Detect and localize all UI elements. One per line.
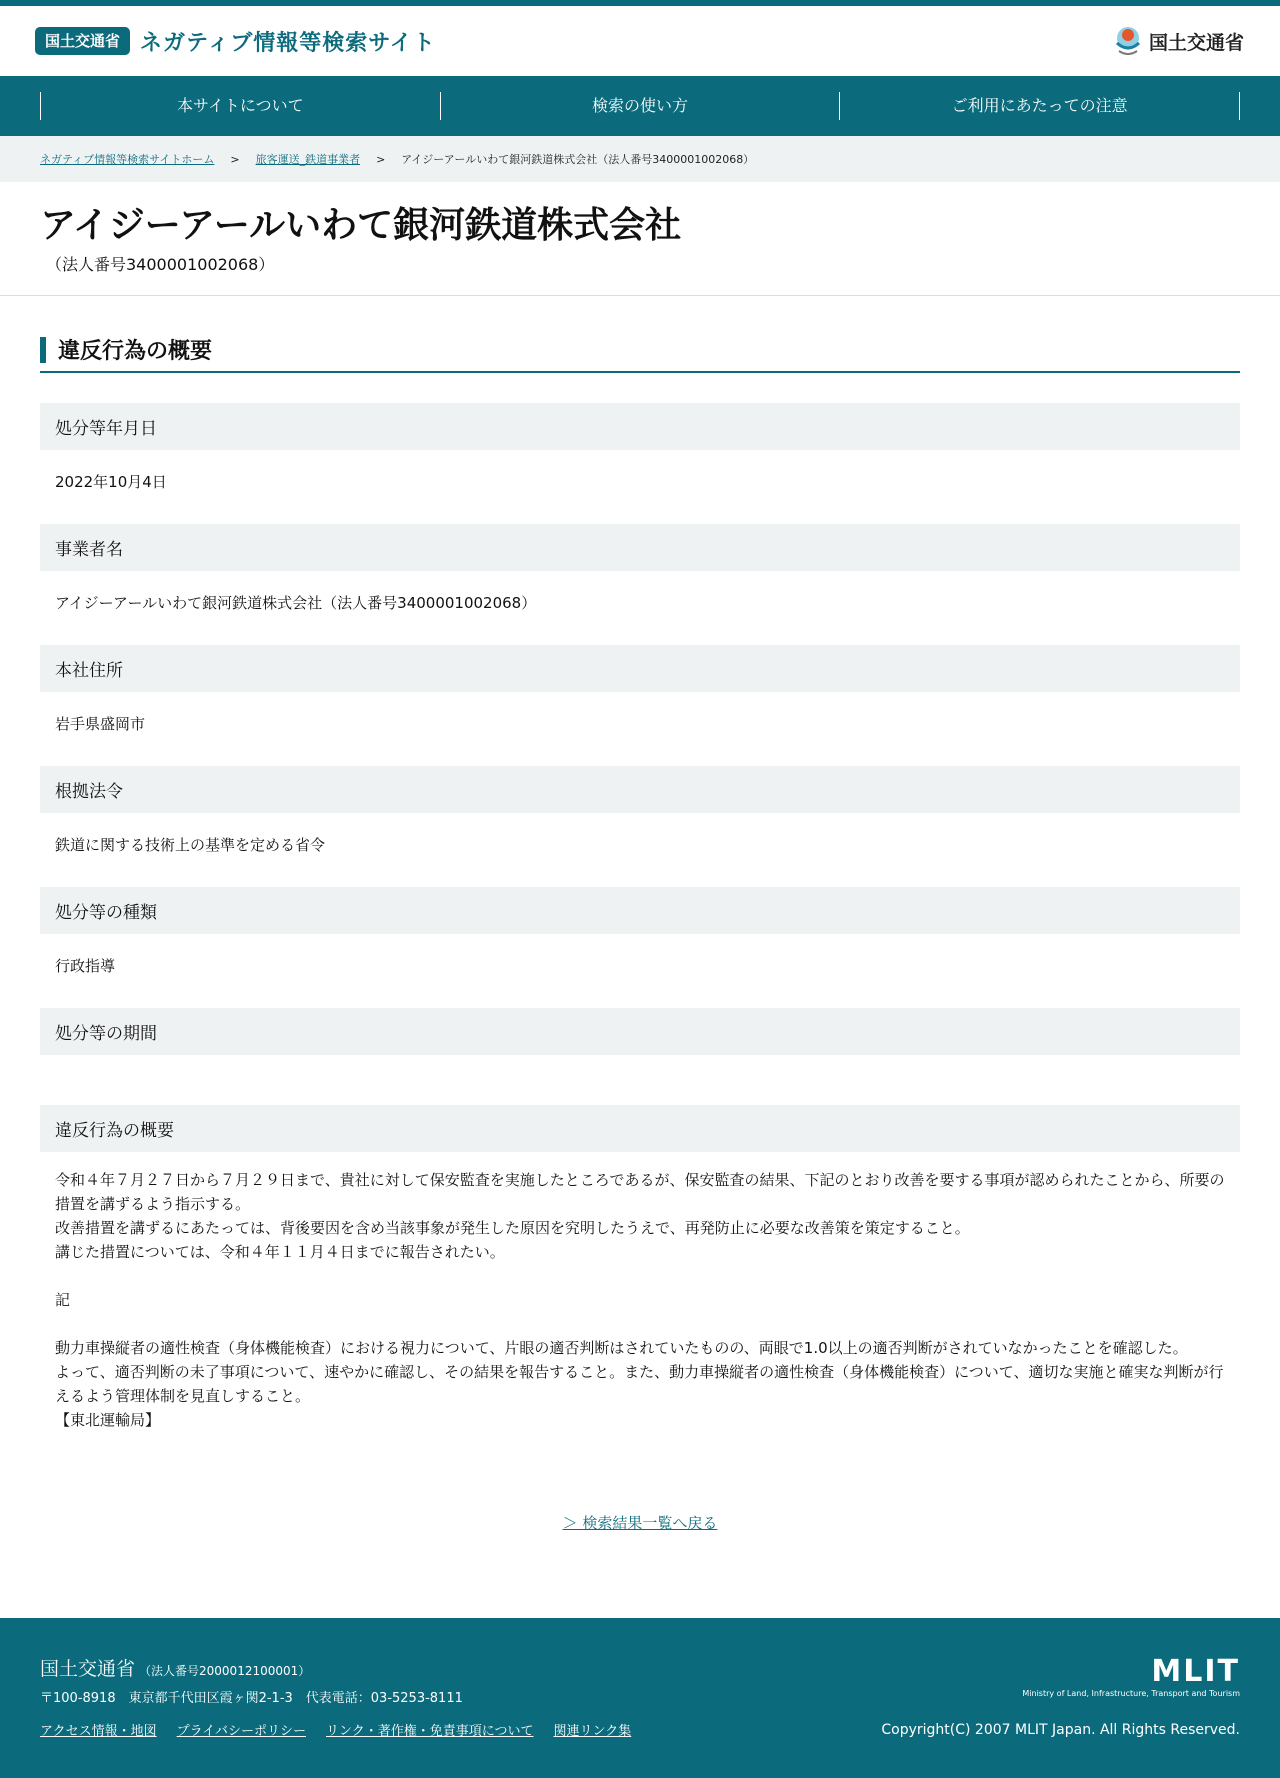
summary-line: 講じた措置については、令和４年１１月４日までに報告されたい。 (55, 1243, 505, 1261)
back-link-area (40, 1512, 1240, 1533)
site-footer (0, 1618, 1280, 1778)
summary-line: 動力車操縦者の適性検査（身体機能検査）における視力について、片眼の適否判断はされていたものの、両眼で1.0以上の適否判断がされていなかったことを確認した。 (55, 1339, 1188, 1357)
field-value-address: 岩手県盛岡市 (55, 715, 146, 733)
field-value-name: アイジーアールいわて銀河鉄道株式会社（法人番号3400001002068） (55, 594, 537, 612)
section-heading (40, 334, 1240, 373)
mlit-footer-logo-text: MLIT (1151, 1654, 1240, 1689)
mlit-footer-logo (1022, 1654, 1240, 1698)
mlit-logo-icon (1113, 25, 1143, 57)
ministry-badge: 国土交通省 (35, 27, 130, 55)
site-brand[interactable] (35, 26, 436, 57)
field-value-law: 鉄道に関する技術上の基準を定める省令 (55, 836, 326, 854)
nav-how-to-search[interactable]: 検索の使い方 (440, 92, 840, 120)
corporate-number: （法人番号3400001002068） (46, 255, 275, 274)
site-header (0, 6, 1280, 76)
breadcrumb-home[interactable]: ネガティブ情報等検索サイトホーム (40, 153, 215, 166)
field-label-law: 根拠法令 (40, 766, 1240, 813)
mlit-footer-logo-subtitle: Ministry of Land, Infrastructure, Transport and Tourism (1022, 1689, 1240, 1698)
field-value-period (40, 1055, 1240, 1105)
breadcrumb-separator: > (230, 152, 240, 166)
mlit-logo-text: 国土交通省 (1148, 31, 1244, 54)
footer-link-related[interactable]: 関連リンク集 (553, 1724, 632, 1739)
footer-org-number: （法人番号2000012100001） (139, 1664, 311, 1678)
footer-link-access[interactable]: アクセス情報・地図 (40, 1724, 157, 1739)
field-label-address: 本社住所 (40, 645, 1240, 692)
field-label-date: 処分等年月日 (40, 403, 1240, 450)
mlit-logo[interactable] (1113, 25, 1244, 57)
summary-blank (55, 1264, 1225, 1288)
summary-blank (55, 1312, 1225, 1336)
page-title: アイジーアールいわて銀河鉄道株式会社 (40, 205, 682, 246)
heading-accent-bar (40, 337, 46, 363)
breadcrumb-current: アイジーアールいわて銀河鉄道株式会社（法人番号3400001002068） (401, 153, 755, 166)
field-label-type: 処分等の種類 (40, 887, 1240, 934)
field-label-name: 事業者名 (40, 524, 1240, 571)
summary-line: 改善措置を講ずるにあたっては、背後要因を含め当該事象が発生した原因を究明したうえで、再発防止に必要な改善策を策定すること。 (55, 1219, 970, 1237)
summary-line: 記 (55, 1291, 71, 1309)
footer-address: 〒100-8918 東京都千代田区霞ヶ関2-1-3 代表電話：03-5253-8111 (40, 1691, 463, 1706)
summary-line: 【東北運輸局】 (55, 1411, 161, 1429)
site-title[interactable]: ネガティブ情報等検索サイト (140, 30, 436, 56)
summary-line: 令和４年７月２７日から７月２９日まで、貴社に対して保安監査を実施したところであるが、保安監査の結果、下記のとおり改善を要する事項が認められたことから、所要の措置を講ずるよう指示する。 (55, 1171, 1225, 1213)
breadcrumb-category[interactable]: 旅客運送_鉄道事業者 (255, 153, 361, 166)
section-heading-label: 違反行為の概要 (58, 339, 213, 364)
field-label-summary: 違反行為の概要 (40, 1105, 1240, 1152)
summary-line: よって、適否判断の未了事項について、速やかに確認し、その結果を報告すること。また、動力車操縦者の適性検査（身体機能検査）について、適切な実施と確実な判断が行えるよう管理体制を見直しすること。 (55, 1363, 1224, 1405)
breadcrumb-separator: > (376, 152, 386, 166)
field-value-date: 2022年10月4日 (55, 473, 167, 491)
title-area (0, 182, 1280, 296)
global-nav (0, 76, 1280, 136)
nav-about[interactable]: 本サイトについて (40, 92, 440, 120)
footer-link-copyright[interactable]: リンク・著作権・免責事項について (325, 1724, 534, 1739)
copyright: Copyright(C) 2007 MLIT Japan. All Rights Reserved. (881, 1722, 1240, 1738)
footer-org-name: 国土交通省 (40, 1658, 136, 1680)
field-value-summary (40, 1152, 1240, 1454)
field-label-period: 処分等の期間 (40, 1008, 1240, 1055)
breadcrumb (0, 136, 1280, 182)
field-value-type: 行政指導 (55, 957, 116, 975)
back-to-results-link[interactable]: ＞ 検索結果一覧へ戻る (562, 1514, 718, 1532)
nav-notes[interactable]: ご利用にあたっての注意 (839, 92, 1240, 120)
main-content (0, 296, 1280, 1533)
footer-link-privacy[interactable]: プライバシーポリシー (176, 1724, 306, 1739)
